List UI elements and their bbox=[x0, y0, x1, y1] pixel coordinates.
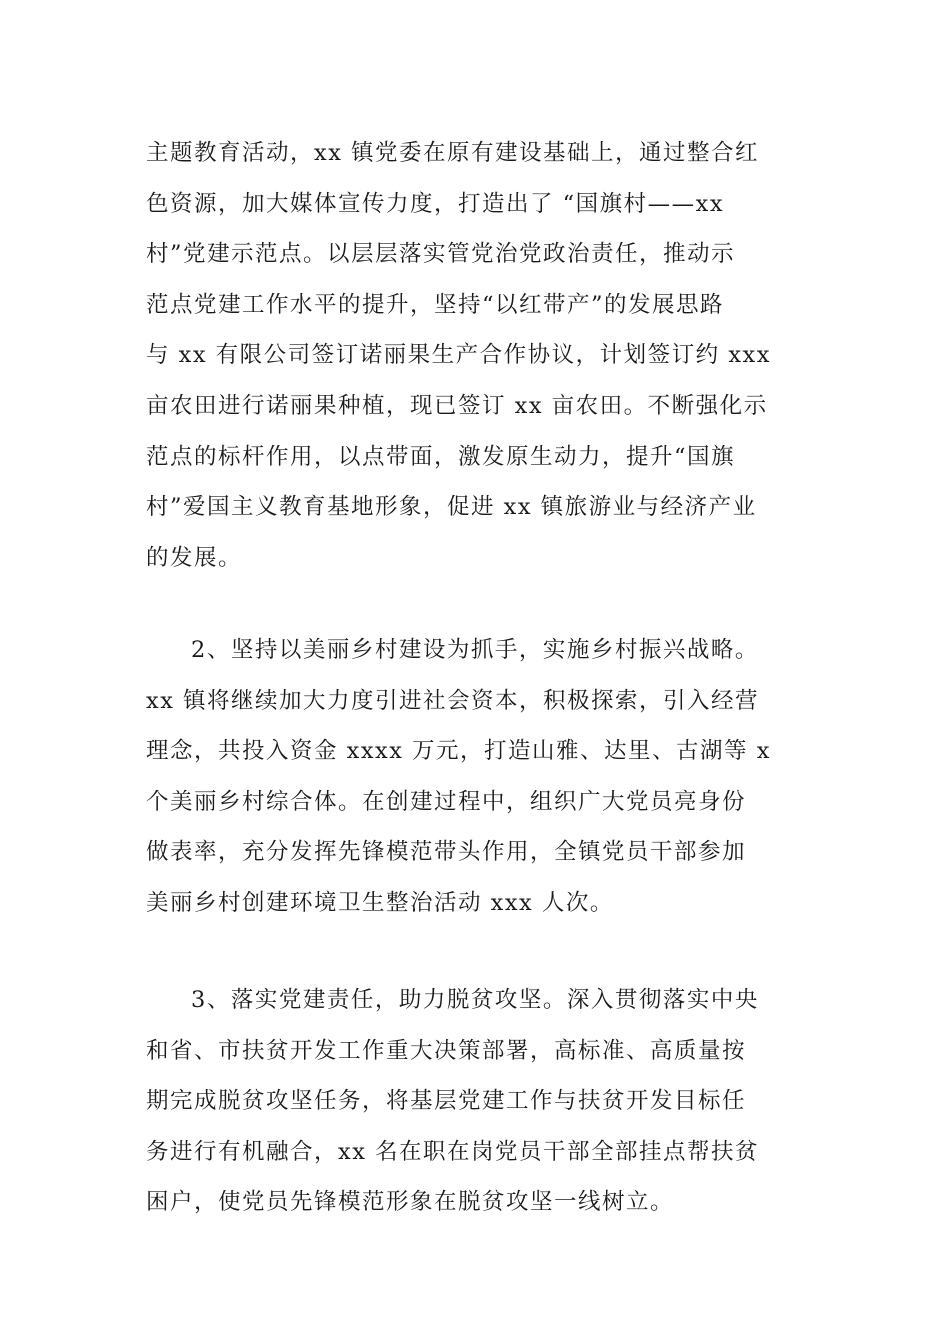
text-line: 主题教育活动，xx 镇党委在原有建设基础上，通过整合红 bbox=[146, 140, 760, 166]
text-line: 色资源，加大媒体宣传力度，打造出了 “国旗村——xx bbox=[146, 190, 725, 217]
text-line: 美丽乡村创建环境卫生整治活动 xxx 人次。 bbox=[146, 889, 614, 916]
text-line: 理念，共投入资金 xxxx 万元，打造山雅、达里、古湖等 x bbox=[146, 738, 771, 765]
text-line: 困户，使党员先锋模范形象在脱贫攻坚一线树立。 bbox=[146, 1189, 675, 1216]
paragraph-party-building-demo-site bbox=[146, 128, 808, 583]
text-line: 2、坚持以美丽乡村建设为抓手，实施乡村振兴战略。 bbox=[191, 637, 759, 663]
text-line: 范点党建工作水平的提升，坚持“以红带产”的发展思路 bbox=[146, 291, 725, 318]
text-line: 做表率，充分发挥先锋模范带头作用，全镇党员干部参加 bbox=[146, 839, 747, 866]
text-line: 亩农田进行诺丽果种植，现已签订 xx 亩农田。不断强化示 bbox=[146, 392, 768, 419]
text-line: 和省、市扶贫开发工作重大决策部署，高标准、高质量按 bbox=[146, 1037, 747, 1064]
text-line: 期完成脱贫攻坚任务，将基层党建工作与扶贫开发目标任 bbox=[146, 1088, 747, 1115]
text-line: xx 镇将继续加大力度引进社会资本，积极探索，引入经营 bbox=[146, 687, 760, 714]
text-line: 与 xx 有限公司签订诺丽果生产合作协议，计划签订约 xxx bbox=[146, 342, 771, 369]
text-line: 村”党建示范点。以层层落实管党治党政治责任，推动示 bbox=[146, 241, 736, 268]
text-line: 范点的标杆作用，以点带面，激发原生动力，提升“国旗 bbox=[146, 443, 736, 470]
text-line: 务进行有机融合，xx 名在职在岗党员干部全部挂点帮扶贫 bbox=[146, 1138, 760, 1165]
text-line: 3、落实党建责任，助力脱贫攻坚。深入贯彻落实中央 bbox=[191, 987, 759, 1013]
text-line: 个美丽乡村综合体。在创建过程中，组织广大党员亮身份 bbox=[146, 788, 747, 815]
text-line: 村”爱国主义教育基地形象，促进 xx 镇旅游业与经济产业 bbox=[146, 494, 757, 521]
paragraph-beautiful-village bbox=[146, 625, 808, 929]
text-line: 的发展。 bbox=[146, 544, 243, 571]
paragraph-poverty-alleviation bbox=[146, 975, 808, 1228]
